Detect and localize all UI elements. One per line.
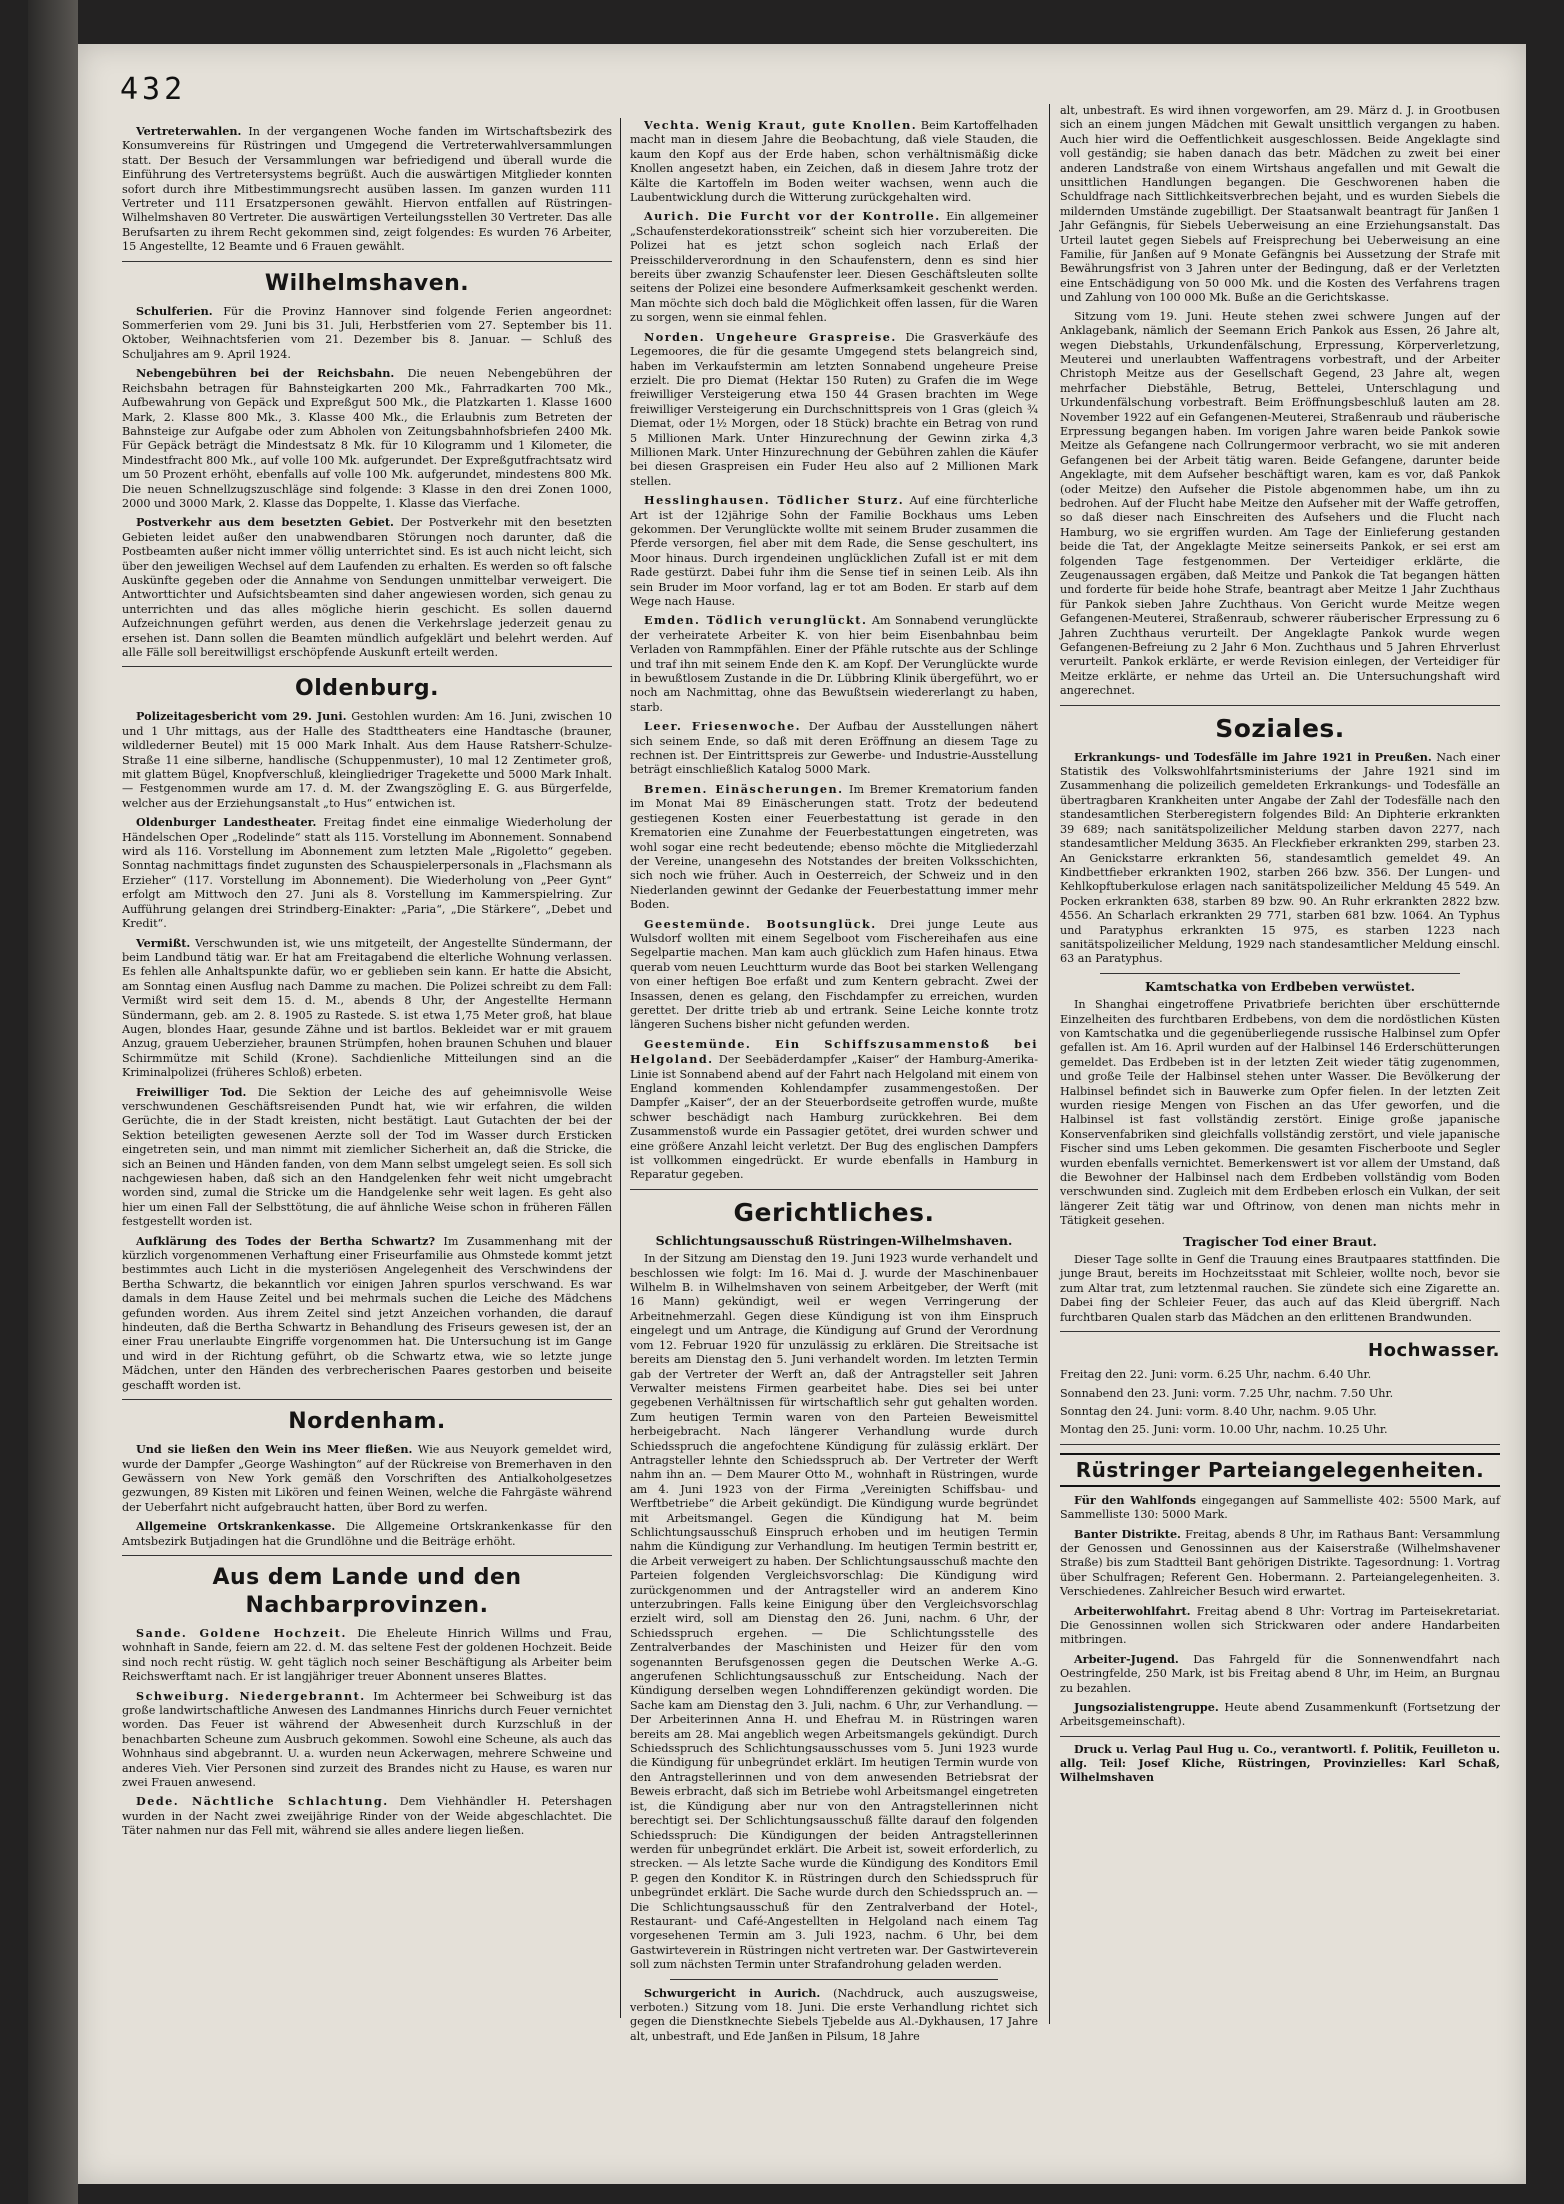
column-rule-2: [1049, 104, 1050, 2024]
subhead-kamtschatka: Kamtschatka von Erdbeben verwüstet.: [1145, 978, 1415, 994]
subhead-tragischer-tod: Tragischer Tod einer Braut.: [1183, 1233, 1377, 1249]
column-rule-1: [620, 118, 621, 2018]
divider: [1060, 705, 1500, 706]
divider: [1060, 1736, 1500, 1737]
notice-arbeiterwohlfahrt: Arbeiterwohlfahrt. Freitag abend 8 Uhr: Vortrag im Parteisekretariat. Die Genossinnen wollen sich Strickwaren oder andere Handarbeiten mitbringen.: [1060, 1603, 1500, 1647]
article-geestemuende: Geestemünde. Bootsunglück. Drei junge Leute aus Wulsdorf wollten mit einem Segelboot vom Fischereihafen aus eine Segelpartie machen. Man kam auch glücklich zum Hafen hinaus. Etwa querab vom neuen Leuchtturm wurde das Boot bei starken Wellengang von einer heftigen Boe erfaßt und zum Kentern gebracht. Zwei der Insassen, denen es gelang, den Fischdampfer zu erreichen, wurden gerettet. Der dritte trieb ab und ertrank. Seine Leiche konnte trotz längeren Suchens bisher nicht gefunden werden.: [630, 916, 1038, 1032]
book-spine: [28, 0, 78, 2204]
divider: [122, 1399, 612, 1400]
article-schwurgericht-cont: alt, unbestraft. Es wird ihnen vorgeworfen, am 29. März d. J. in Grootbusen sich an einem jungen Mädchen mit Gewalt unsittlich vergangen zu haben. Auch hier wird die Oeffentlichkeit ausgeschlossen. Beide Angeklagte sind voll geständig; sie haben danach das betr. Mädchen zu zweit bei einer anderen Landstraße von einem Wirtshaus angefallen und mit Gewalt die unsittlichen Handlungen begangen. Die Geschworenen haben die Schuldfrage nach Sittlichkeitsverbrechen bejaht, und es wurden Siebels die mildernden Umstände zugebilligt. Der Staatsanwalt beantragt für Janßen 1 Jahr Gefängnis, für Siebels Ueberweisung an eine Erziehungsanstalt. Das Urteil lautet gegen Siebels auf Freisprechung bei Ueberweisung an eine Familie, für Janßen auf 9 Monate Gefängnis bei Aussetzung der Strafe mit Bewährungsfrist von 3 Jahren unter der Bedingung, daß er der Verletzten eine Entschädigung von 50 000 Mk. und die Kosten des Verfahrens tragen und Zahlung von 100 000 Mk. Buße an die Gerichtskasse.: [1060, 104, 1500, 305]
section-hochwasser: Hochwasser.: [1368, 1340, 1500, 1362]
article-polizeibericht: Polizeitagesbericht vom 29. Juni. Gestohlen wurden: Am 16. Juni, zwischen 10 und 1 Uhr mittags, aus der Halle des Stadttheaters eine Handtasche (brauner, wildlederner Beutel) mit 15 000 Mark Inhalt. Aus dem Hause Ratsherr-Schulze-Straße 11 eine silberne, handlische (Schuppenmuster), 10 mal 12 Zentimeter groß, mit glattem Bügel, Knopfverschluß, kleingliedriger Tragekette und 5000 Mark Inhalt. — Festgenommen wurde am 17. d. M. der Zwangszögling E. G. aus Bürgerfelde, welcher aus der Erziehungsanstalt „to Hus“ entwichen ist.: [122, 709, 612, 810]
article-wein: Und sie ließen den Wein ins Meer fließen. Wie aus Neuyork gemeldet wird, wurde der Dampfer „George Washington“ auf der Rückreise von Bremerhaven in den Gewässern von New York gemäß den Vorschriften des Antialkoholgesetzes gezwungen, 89 Kisten mit Likören und feinen Weinen, welche die Fahrgäste während der Ueberfahrt nicht aufgebraucht hatten, über Bord zu werfen.: [122, 1442, 612, 1514]
divider: [122, 1555, 612, 1556]
article-bertha-schwartz: Aufklärung des Todes der Bertha Schwartz? Im Zusammenhang mit der kürzlich vorgenommenen Verhaftung einer Friseurfamilie aus Ohmstede kommt jetzt bestimmtes auch Licht in die mysteriösen Angelegenheit des Verschwindens der Bertha Schwartz, die bekanntlich vor einigen Jahren spurlos verschwand. Es war damals in dem Hause Zeitel und bei mehrmals suchen die Leiche des Mädchens gefunden worden. Aus ihrem Zeitel sind jetzt Anzeichen vorhanden, die darauf hindeuten, daß die Bertha Schwartz in Behandlung des Friseurs gewesen ist, der an einer Frau unerlaubte Eingriffe vorgenommen hat. Die Untersuchung ist im Gange und wird in der Richtung geführt, ob die Schwartz etwa, wie so letzte junge Mädchen, unter den Händen des verbrecherischen Paares gestorben und beiseite geschafft worden ist.: [122, 1233, 612, 1392]
section-parteiangelegenheiten: Rüstringer Parteiangelegenheiten.: [1060, 1453, 1500, 1487]
column-1: [122, 124, 612, 2004]
article-vermisst: Vermißt. Verschwunden ist, wie uns mitgeteilt, der Angestellte Sündermann, der beim Landbund tätig war. Er hat am Freitagabend die elterliche Wohnung verlassen. Es fehlen alle Anhaltspunkte dafür, wo er geblieben sein kann. Er hatte die Absicht, am Sonntag einen Ausflug nach Damme zu machen. Die Polizei schreibt zu dem Fall: Vermißt wird seit dem 15. d. M., abends 8 Uhr, der Angestellte Hermann Sündermann, geb. am 2. 8. 1905 zu Rastede. S. ist etwa 1,75 Meter groß, hat blaue Augen, blondes Haar, gesunde Zähne und ist bartlos. Bekleidet war er mit grauem Anzug, grauem Ueberzieher, braunen Strümpfen, hohen braunen Schuhen und blauer Schirmmütze mit Schild (Krone). Sachdienliche Mitteilungen sind an die Kriminalpolizei (früheres Schloß) erbeten.: [122, 935, 613, 1080]
article-freiwilliger-tod: Freiwilliger Tod. Die Sektion der Leiche des auf geheimnisvolle Weise verschwundenen Geschäftsreisenden Pundt hat, wie wir erfahren, die wilden Gerüchte, die in der Stadt kreisten, nicht bestätigt. Laut Gutachten der bei der Sektion beteiligten gewesenen Aerzte soll der Tod im Wasser durch Ersticken eingetreten sein, und man nimmt mit ziemlicher Sicherheit an, daß die Stricke, die sich an Beinen und Händen fanden, von dem Mann selbst umgelegt seien. Es soll sich nachgewiesen haben, daß sich an den Handgelenken fehr weit nicht umgebracht worden sind, zumal die Stricke um die Handgelenke sehr weit lagen. Es geht also hier um einen Fall der Selbsttötung, die auf ähnliche Weise schon in früheren Fällen festgestellt worden ist.: [122, 1084, 613, 1229]
divider: [1060, 1444, 1500, 1445]
section-gerichtliches: Gerichtliches.: [733, 1197, 935, 1227]
divider: [1060, 1331, 1500, 1332]
tide-table: [1060, 1368, 1500, 1438]
notice-jungsozialisten: Jungsozialistengruppe. Heute abend Zusammenkunft (Fortsetzung der Arbeitsgemeinschaft).: [1060, 1700, 1500, 1729]
imprint: Druck u. Verlag Paul Hug u. Co., verantwortl. f. Politik, Feuilleton u. allg. Teil: Josef Kliche, Rüstringen, Provinzielles: Karl Schaß, Wilhelmshaven: [1060, 1742, 1500, 1784]
article-sande: Sande. Goldene Hochzeit. Die Eheleute Hinrich Willms und Frau, wohnhaft in Sande, feiern am 22. d. M. das seltene Fest der goldenen Hochzeit. Beide sind noch recht rüstig. W. geht täglich noch seiner Beschäftigung als Arbeiter beim Reichswerftamt nach. Er ist langjähriger treuer Abonnent unseres Blattes.: [122, 1625, 613, 1684]
article-bremen: Bremen. Einäscherungen. Im Bremer Krematorium fanden im Monat Mai 89 Einäscherungen statt. Trotz der bedeutend gestiegenen Kosten einer Feuerbestattung ist gerade in den Krematorien eine Zunahme der Feuerbestattungen eingetreten, was wohl sogar eine recht bedeutende; ebenso möchte die Mitgliederzahl der Vereine, unangesehn des Notstandes der breiten Volksschichten, sich noch wie früher. Auch in Oesterreich, der Schweiz und in den Niederlanden gewinnt der Gedanke der Feuerbestattung immer mehr Boden.: [630, 781, 1039, 912]
page-number: 432: [120, 72, 187, 107]
article-nebengebuehren: Nebengebühren bei der Reichsbahn. Die neuen Nebengebühren der Reichsbahn betragen für Bahnsteigkarten 200 Mk., Fahrradkarten 700 Mk., Aufbewahrung von Gepäck und Expreßgut 500 Mk., die Platzkarten 1. Klasse 1600 Mark, 2. Klasse 800 Mk., 3. Klasse 400 Mk., die Erlaubnis zum Betreten der Bahnsteige zur Aufgabe oder zum Abholen von Zeitungsbahnhofsbriefen 2400 Mk. Für Gepäck beträgt die Mindestsatz 8 Mk. für 10 Kilogramm und 1 Kilometer, die Mindestfracht 800 Mk., auf volle 100 Mk. aufgerundet. Der Expreßgutfrachtsatz wird um 50 Prozent erhöht, ebenfalls auf volle 100 Mk. aufgerundet, mindestens 800 Mk. Die neuen Schnellzugszuschläge sind folgende: 3 Klasse in den drei Zonen 1000, 2000 und 3000 Mark, 2. Klasse das Doppelte, 1. Klasse das Vierfache.: [122, 366, 613, 510]
tide-row: Freitag den 22. Juni: vorm. 6.25 Uhr, nachm. 6.40 Uhr.: [1060, 1368, 1372, 1382]
subhead-schlichtungsausschuss: Schlichtungsausschuß Rüstringen-Wilhelmshaven.: [655, 1232, 1013, 1248]
notice-banter-distrikte: Banter Distrikte. Freitag, abends 8 Uhr, im Rathaus Bant: Versammlung der Genossen und Genossinnen aus der Kaiserstraße (Wilhelmshavener Straße) bis zum Stadtteil Bant gehörigen Distrikte. Tagesordnung: 1. Vortrag über Schulfragen; Referent Gen. Hobermann. 2. Parteiangelegenheiten. 3. Verschiedenes. Zahlreicher Besuch wird erwartet.: [1060, 1526, 1500, 1599]
section-lande: Aus dem Lande und den Nachbarprovinzen.: [212, 1564, 522, 1618]
article-schwurgericht: Schwurgericht in Aurich. (Nachdruck, auch auszugsweise, verboten.) Sitzung vom 18. Juni. Die erste Verhandlung richtet sich gegen die Dienstknechte Siebels Tjebelde aus Al.-Dykhausen, 17 Jahre alt, unbestraft, und Ede Janßen in Pilsum, 18 Jahre: [630, 1985, 1038, 2043]
tide-row: Sonntag den 24. Juni: vorm. 8.40 Uhr, nachm. 9.05 Uhr.: [1060, 1404, 1377, 1418]
section-soziales: Soziales.: [1215, 713, 1345, 743]
article-hesslinghausen: Hesslinghausen. Tödlicher Sturz. Auf eine fürchterliche Art ist der 12jährige Sohn der Familie Bockhaus ums Leben gekommen. Der Verunglückte wollte mit seinem Bruder zusammen die Pferde versorgen, fiel aber mit dem Rade, die Sense geschultert, ins Moor hinaus. Durch irgendeinen unglücklichen Zufall ist er mit dem Rade gestürzt. Dabei fuhr ihm die Sense tief in seinen Leib. Als ihn sein Bruder im Moor vorfand, lag er tot am Boden. Er starb auf dem Wege nach Hause.: [630, 493, 1038, 608]
tide-row: Montag den 25. Juni: vorm. 10.00 Uhr, nachm. 10.25 Uhr.: [1060, 1423, 1388, 1437]
article-leer: Leer. Friesenwoche. Der Aufbau der Ausstellungen nähert sich seinem Ende, so daß mit deren Eröffnung an diesem Tage zu rechnen ist. Der Eintrittspreis zur Gewerbe- und Industrie-Ausstellung beträgt einschließlich Katalog 5000 Mark.: [630, 719, 1038, 777]
divider: [122, 261, 612, 262]
article-geestemuende-helgoland: Geestemünde. Ein Schiffszusammenstoß bei Helgoland. Der Seebäderdampfer „Kaiser“ der Hamburg-Amerika-Linie ist Sonnabend abend auf der Fahrt nach Helgoland mit einem von England kommenden Kohlendampfer zusammengestoßen. Der Dampfer „Kaiser“, der an der Steuerbordseite getroffen wurde, mußte schwer beschädigt nach Hamburg zurückkehren. Bei dem Zusammenstoß wurde ein Passagier getötet, drei wurden schwer und eine größere Anzahl leicht verletzt. Der Bug des englischen Dampfers ist vollkommen eingedrückt. Er wurde ebenfalls in Hamburg in Reparatur gegeben.: [630, 1036, 1038, 1182]
article-schulferien: Schulferien. Für die Provinz Hannover sind folgende Ferien angeordnet: Sommerferien vom 29. Juni bis 31. Juli, Herbstferien vom 27. September bis 11. Oktober, Weihnachtsferien vom 21. Dezember bis 8. Januar. — Schluß des Schuljahres am 9. April 1924.: [122, 303, 613, 361]
divider: [670, 1979, 998, 1980]
article-ortskrankenkasse: Allgemeine Ortskrankenkasse. Die Allgemeine Ortskrankenkasse für den Amtsbezirk Butjadingen hat die Grundlöhne und die Beiträge erhöht.: [122, 1519, 612, 1548]
column-2: [630, 118, 1039, 2043]
article-schweiburg: Schweiburg. Niedergebrannt. Im Achtermeer bei Schweiburg ist das große landwirtschaftliche Anwesen des Landmannes Hinrichs durch Feuer vernichtet worden. Das Feuer ist während der Abwesenheit durch Kurzschluß in der benachbarten Scheune zum Ausbruch gekommen. Sowohl eine Scheune, als auch das Wohnhaus sind abgebrannt. U. a. wurden neun Ackerwagen, mehrere Schweine und anderes Vieh. Vier Personen sind zurzeit des Brandes nicht zu Hause, es waren nur zwei Frauen anwesend.: [122, 1688, 612, 1789]
article-tragischer-tod: Dieser Tage sollte in Genf die Trauung eines Brautpaares stattfinden. Die junge Braut, bereits im Hochzeitsstaat mit Schleier, wollte noch, bevor sie zum Altar trat, zum letztenmal rauchen. Sie zündete sich eine Zigarette an. Dabei fing der Schleier Feuer, das auch auf das Kleid übergriff. Nach furchtbaren Qualen starb das Mädchen an den erlittenen Brandwunden.: [1060, 1253, 1500, 1324]
column-3: [1060, 104, 1500, 2004]
section-nordenham: Nordenham.: [288, 1409, 446, 1435]
tide-row: Sonnabend den 23. Juni: vorm. 7.25 Uhr, nachm. 7.50 Uhr.: [1060, 1386, 1394, 1400]
article-sitzung-19-juni: Sitzung vom 19. Juni. Heute stehen zwei schwere Jungen auf der Anklagebank, nämlich der Seemann Erich Pankok aus Essen, 26 Jahre alt, wegen Diebstahls, Urkundenfälschung, Erpressung, Körperverletzung, Meuterei und unerlaubten Waffentragens vorbestraft, und der Arbeiter Christoph Meitze aus der Gesellschaft Gegend, 23 Jahre alt, wegen mehrfacher Diebstähle, Betrug, Bettelei, Unterschlagung und Urkundenfälschung vorbestraft. Beim Eröffnungsbeschluß lauten am 28. November 1922 auf ein Gefangenen-Meuterei, Straßenraub und räuberische Erpressung begangen haben. Im vorigen Jahre waren beide Pankok sowie Meitze als Gefangene nach Collrungermoor verbracht, wo sie mit anderen Gefangenen bei der Arbeit tätig waren. Beide Gefangene, darunter beide Angeklagte, mit dem Aufseher beschäftigt waren, kam es vor, daß Pankok (oder Meitze) den Aufseher die Pistole abgenommen habe, um ihn zu bedrohen. Auf der Flucht habe Meitze den Aufseher mit der Waffe getroffen, so daß dieser nach Einschreiten des Aufsehers und die Flucht nach Hamburg, wo sie ergriffen wurden. Am Tage der Einlieferung gestanden beide die Tat, der Angeklagte Meitze seinerseits Pankok, er sei erst am folgenden Tage festgenommen. Der Verteidiger erklärte, die Zeugenaussagen ergäben, daß Meitze und Pankok die Tat begangen hätten und forderte für beide hohe Strafe, beantragt aber Meitze 1 Jahr Zuchthaus für Pankok sieben Jahre Zuchthaus. Von Gericht wurde Meitze wegen Gefangenen-Meuterei, Straßenraub, schwerer räuberischer Erpressung zu 6 Jahren Zuchthaus verurteilt. Der Angeklagte Pankok wurde wegen Gefangenen-Befreiung zu 2 Jahr 6 Mon. Zuchthaus und 5 Jahren Ehrverlust verurteilt. Pankok erklärte, er werde Revision einlegen, der Verteidiger für Meitze erklärte, er nehme das Urteil an. Die Untersuchungshaft wird angerechnet.: [1060, 309, 1500, 698]
article-aurich: Aurich. Die Furcht vor der Kontrolle. Ein allgemeiner „Schaufensterdekorationsstreik“ scheint sich hier vorzubereiten. Die Polizei hat es jetzt schon sogleich nach Erlaß der Preisschilderverordnung in den Schaufenstern, denn es sind hier bereits über zwanzig Schaufenster leer. Diesen Geschäftsleuten sollte seitens der Polizei eine besondere Aufmerksamkeit geschenkt werden. Man möchte sich doch bald die Möglichkeit offen lassen, für die Waren zu sorgen, wenn sie einmal fehlen.: [630, 209, 1038, 325]
divider: [1100, 973, 1460, 974]
article-schlichtung: In der Sitzung am Dienstag den 19. Juni 1923 wurde verhandelt und beschlossen wie folgt: Im 16. Mai d. J. wurde der Maschinenbauer Wilhelm B. in Wilhelmshaven von seinem Arbeitgeber, der Werft (mit 16 Mann) gekündigt, weil er wegen Verringerung der Arbeitnehmerzahl. Gegen diese Kündigung ist von ihm Einspruch eingelegt und um Antrage, die Kündigung auf Grund der Verordnung vom 12. Februar 1920 für unzulässig zu erklären. Die Streitsache ist bereits am Dienstag den 5. Juni verhandelt worden. Im letzten Termin gab der Vertreter der Werft an, daß der Antragsteller seit Jahren Verwalter meistens Firmen gearbeitet habe. Dies sei bei unter gegebenen Verhältnissen für wirtschaftlich sehr gut gehalten worden. Zum heutigen Termin waren von den Parteien Beweismittel herbeigebracht. Nach längerer Verhandlung wurde durch Schiedsspruch die angefochtene Kündigung für zulässig erklärt. Der Antragsteller lehnte den Schiedsspruch ab. Der Vertreter der Werft nahm ihn an. — Dem Maurer Otto M., wohnhaft in Rüstringen, wurde am 4. Juni 1923 von der Firma „Vereinigten Schiffsbau- und Werftbetriebe“ die Arbeit gekündigt. Die Kündigung wurde begründet mit Arbeitsmangel. Gegen die Kündigung hat M. beim Schlichtungsausschuß Einspruch erhoben und im heutigen Termin nahm die Kündigung zur Verhandlung. Im heutigen Termin bestritt er, die Arbeit verweigert zu haben. Der Schlichtungsausschuß machte den Parteien folgenden Vergleichsvorschlag: Die Kündigung wird zurückgenommen und der Antragsteller wird an anderem Kino unterzubringen. Falls keine Einigung über den Vergleichsvorschlag erzielt wird, soll am Dienstag den 26. Juni, nachm. 6 Uhr, der Schiedsspruch ergehen. — Die Schlichtungsstelle des Zentralverbandes der Maschinisten und Heizer für den vom sogenannten Berufsgenossen gegen die Deutschen Werke A.-G. angerufenen Schlichtungsausschuß zur Entscheidung. Nach der Kündigung derselben wegen Lohndifferenzen gekündigt worden. Die Sache kam am Dienstag den 3. Juli, nachm. 6 Uhr, zur Verhandlung. — Der Arbeiterinnen Anna H. und Ehefrau M. in Rüstringen waren bereits am 28. Mai angeblich wegen Arbeitsmangels gekündigt. Durch Schiedsspruch des Schlichtungsausschusses vom 5. Juni 1923 wurde die Kündigung für unbegründet erklärt. Im heutigen Termin wurde von den Antragstellerinnen und von dem anwesenden Betriebsrat der Beweis erbracht, daß sich im Betriebe wohl Arbeitsmangel eingetreten ist, die Kündigung aber nur von den Antragstellerinnen nicht berechtigt sei. Der Schlichtungsausschuß fällte darauf den folgenden Schiedsspruch: Die Kündigungen der beiden Antragstellerinnen werden für unbegründet erklärt. Die Arbeit ist, soweit erforderlich, zu strecken. — Als letzte Sache wurde die Kündigung des Konditors Emil P. gegen den Konditor K. in Rüstringen durch den Schiedsspruch für unbegründet erklärt. Die Sache wurde durch den Schiedsspruch an. — Die Schlichtungsausschuß für den Zentralverband der Hotel-, Restaurant- und Café-Angestellten in Helgoland nach einem Tag vorgesehenen Termin am 3. Juli 1923, nachm. 6 Uhr, bei dem Gastwirteverein in Rüstringen nicht vertreten war. Der Gastwirteverein soll zum nächsten Termin unter Strafandrohung geladen werden.: [630, 1252, 1038, 1972]
article-postverkehr: Postverkehr aus dem besetzten Gebiet. Der Postverkehr mit den besetzten Gebieten leidet außer den unabwendbaren Störungen noch darunter, daß die Postbeamten außer nicht immer völlig unterrichtet sind. Es ist auch nicht leicht, sich über den jeweiligen Wechsel auf dem Laufenden zu erhalten. Es werden so oft falsche Auskünfte gegeben oder die Annahme von Sendungen unmittelbar verweigert. Die Antworttichter und Aufsichtsbeamten sind daher angewiesen worden, sich genau zu unterrichten und das alles mögliche hierin geschicht. Es sollen dauernd Aufzeichnungen geführt werden, aus denen die Verkehrslage jederzeit genau zu ersehen ist. Dann sollen die Beamten mündlich aufgeklärt und belehrt werden. Auf alle Fälle soll bereitwilligst erschöpfende Auskunft erteilt werden.: [122, 515, 613, 659]
divider: [630, 1189, 1038, 1190]
article-vechta: Vechta. Wenig Kraut, gute Knollen. Beim Kartoffelhaden macht man in diesem Jahre die Beobachtung, daß viele Stauden, die kaum den Kopf aus der Erde haben, schon verhältnismäßig dicke Knollen angesetzt haben, ein Zeichen, daß in diesem Jahre trotz der Kälte die Kartoffeln im Boden weiter wachsen, wenn auch die Laubentwicklung durch die Witterung zurückgehalten wird.: [630, 118, 1038, 205]
notice-arbeiter-jugend: Arbeiter-Jugend. Das Fahrgeld für die Sonnenwendfahrt nach Oestringfelde, 250 Mark, ist bis Freitag abend 8 Uhr, im Heim, an Burgnau zu bezahlen.: [1060, 1651, 1500, 1695]
article-kamtschatka: In Shanghai eingetroffene Privatbriefe berichten über erschütternde Einzelheiten des furchtbaren Erdbebens, von dem die nordöstlichen Küsten von Kamtschatka und die gegenüberliegende russische Halbinsel zum Opfer gefallen ist. Am 16. April wurden auf der Halbinsel 146 Erderschütterungen gemeldet. Das Erdbeben ist in der letzten Zeit wieder tätig zugenommen, und große Teile der Halbinsel stehen unter Wasser. Die Bevölkerung der Halbinsel befindet sich in Bauwerke zum Opfer fielen. In der letzten Zeit wurden riesige Mengen von Fischen an das Ufer geworfen, und die Halbinsel ist fast vollständig zerstört. Einige große japanische Konservenfabriken sind gleichfalls vollständig zerstört, und viele japanische Fischer sind ums Leben gekommen. Die gesamten Fischerboote und Segler wurden ebenfalls vernichtet. Bemerkenswert ist vor allem der Umstand, daß die Bewohner der Halbinsel nach dem Erdbeben vollständig vom Boden verschwunden sind. Zugleich mit dem Erdbeben erlosch ein Vulkan, der seit längerer Zeit tätig war und Oftrinow, von denen man nichts mehr in Tätigkeit gesehen.: [1060, 998, 1500, 1228]
section-oldenburg: Oldenburg.: [295, 676, 439, 702]
article-norden: Norden. Ungeheure Graspreise. Die Grasverkäufe des Legemoores, die für die gesamte Umgegend stets belangreich sind, haben im Verkaufstermin am letzten Sonnabend ungeheure Preise erzielt. Die pro Diemat (Hektar 150 Ruten) zu Grafen die im Wege freiwilliger Versteigerung etwa 150 44 Grasen brachten im Wege freiwilliger Versteigerung ein Durchschnittspreis von 1 Gras (gleich ¾ Diemat, oder 1½ Morgen, oder 18 Stück) brachte ein Betrag von rund 5 Millionen Mark. Unter Hinzurechnung der Gewinn zirka 4,3 Millionen Mark. Unter Hinzurechnung der Gebühren zahlen die Käufer bei diesen Graspreisen ein Fuder Heu also auf 2 Millionen Mark stellen.: [630, 329, 1038, 488]
notice-wahlfonds: Für den Wahlfonds eingegangen auf Sammelliste 402: 5500 Mark, auf Sammelliste 130: 5000 Mark.: [1060, 1492, 1500, 1522]
article-erkrankungen: Erkrankungs- und Todesfälle im Jahre 1921 in Preußen. Nach einer Statistik des Volkswohlfahrtsministeriums der Jahre 1921 sind im Zusammenhang die polizeilich gemeldeten Erkrankungs- und Todesfälle an übertragbaren Krankheiten unter Angabe der Zahl der Todesfälle nach den standesamtlichen Sterberegistern folgendes Bild: An Diphterie erkrankten 39 689; nach sanitätspolizeilicher Meldung starben davon 2277, nach standesamtlicher Meldung 3635. An Fleckfieber erkrankten 299, starben 23. An Genickstarre erkrankten 56, standesamtlich gemeldet 49. An Kindbettfieber erkrankten 1902, starben 266 bzw. 356. Der Lungen- und Kehlkopftuberkulose erlagen nach sanitätspolizeilicher Meldung 45 549. An Pocken erkrankten 638, starben 89 bzw. 90. An Ruhr erkrankten 2822 bzw. 4556. An Scharlach erkrankten 29 771, starben 681 bzw. 1064. An Typhus und Paratyphus erkrankten 15 975, es starben 1223 nach sanitätspolizeilicher Meldung, 1929 nach standesamtlicher Meldung einschl. 63 an Paratyphus.: [1060, 749, 1500, 966]
section-wilhelmshaven: Wilhelmshaven.: [264, 270, 470, 296]
article-dede: Dede. Nächtliche Schlachtung. Dem Viehhändler H. Petershagen wurden in der Nacht zwei zweijährige Rinder von der Weide abgeschlachtet. Die Täter nahmen nur das Fell mit, während sie alles andere liegen ließen.: [122, 1794, 612, 1838]
article-landestheater: Oldenburger Landestheater. Freitag findet eine einmalige Wiederholung der Händelschen Oper „Rodelinde“ statt als 115. Vorstellung im Abonnement. Sonnabend wird als 116. Vorstellung im Abonnement zum letzten Male „Rigoletto“ gegeben. Sonntag nachmittags findet zugunsten des Schauspielerpersonals in „Flachsmann als Erzieher“ (117. Vorstellung im Abonnement). Die Wiederholung von „Peer Gynt“ erfolgt am Mittwoch den 27. Juni als 8. Vorstellung im Kammerspielring. Zur Aufführung gelangen drei Strindberg-Einakter: „Paria“, „Die Stärkere“, „Debet und Kredit“.: [122, 815, 612, 931]
divider: [122, 666, 612, 667]
article-vertreterwahlen: Vertreterwahlen. In der vergangenen Woche fanden im Wirtschaftsbezirk des Konsumvereins für Rüstringen und Umgegend die Vertreterwahlversammlungen statt. Der Besuch der Versammlungen war befriedigend und überall wurde die Einführung des Vertretersystems begrüßt. Auch die auswärtigen Mitglieder konnten sofort durch ihre Mitbestimmungsrecht ausüben lassen. Im ganzen wurden 111 Vertreter und 111 Ersatzpersonen gewählt. Hiervon entfallen auf Rüstringen-Wilhelmshaven 80 Vertreter. Die auswärtigen Verteilungsstellen 30 Vertreter. Das alle Berufsarten zu ihrem Recht gekommen sind, zeigt folgendes: Es wurden 76 Arbeiter, 15 Angestellte, 12 Beamte und 6 Frauen gewählt.: [122, 124, 613, 254]
article-emden: Emden. Tödlich verunglückt. Am Sonnabend verunglückte der verheiratete Arbeiter K. von hier beim Eisenbahnbau beim Verladen von Rammpfählen. Einer der Pfähle rutschte aus der Schlinge und traf ihn mit seinem Ende den K. am Kopf. Der Verunglückte wurde in bewußtlosem Zustande in die Dr. Lübbring Klinik übergeführt, wo er noch am Nachmittag, ohne das Bewußtsein wiedererlangt zu haben, starb.: [630, 613, 1038, 714]
